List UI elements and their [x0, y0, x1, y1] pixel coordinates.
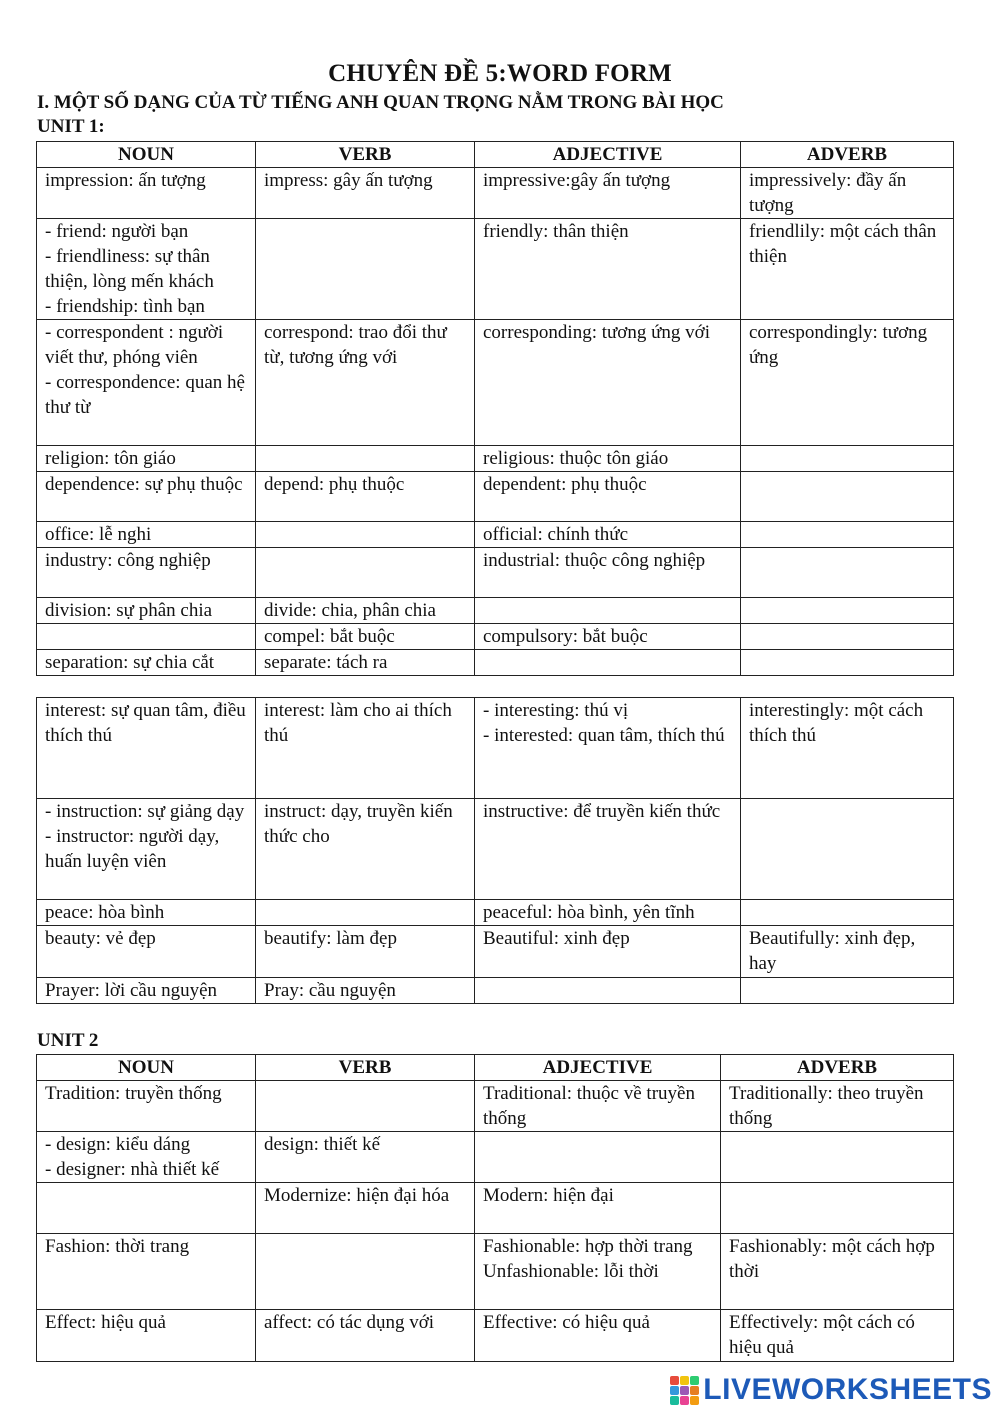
cell-adjective: instructive: để truyền kiến thức: [475, 799, 741, 900]
cell-verb: [256, 1081, 475, 1132]
cell-adjective: dependent: phụ thuộc: [475, 472, 741, 522]
cell-noun: - design: kiểu dáng - designer: nhà thiết kế: [37, 1132, 256, 1183]
logo-square: [670, 1396, 679, 1405]
table-row: [37, 320, 954, 446]
cell-adjective: impressive:gây ấn tượng: [475, 168, 741, 219]
cell-verb: separate: tách ra: [256, 650, 475, 676]
cell-adjective: friendly: thân thiện: [475, 219, 741, 320]
cell-noun: peace: hòa bình: [37, 900, 256, 926]
cell-adjective: corresponding: tương ứng với: [475, 320, 741, 446]
logo-square: [690, 1396, 699, 1405]
cell-adjective: [475, 978, 741, 1004]
cell-adverb: [741, 624, 954, 650]
table-row: [37, 472, 954, 522]
cell-adverb: [741, 650, 954, 676]
cell-verb: correspond: trao đổi thư từ, tương ứng với: [256, 320, 475, 446]
table-header-row: [37, 142, 954, 168]
table-row: [37, 168, 954, 219]
table-row: [37, 799, 954, 900]
cell-noun: Fashion: thời trang: [37, 1234, 256, 1310]
cell-noun: interest: sự quan tâm, điều thích thú: [37, 698, 256, 799]
cell-noun: Effect: hiệu quả: [37, 1310, 256, 1362]
cell-adjective: religious: thuộc tôn giáo: [475, 446, 741, 472]
cell-adjective: Modern: hiện đại: [475, 1183, 721, 1234]
cell-noun: division: sự phân chia: [37, 598, 256, 624]
cell-noun: - correspondent : người viết thư, phóng viên - correspondence: quan hệ thư từ: [37, 320, 256, 446]
cell-verb: depend: phụ thuộc: [256, 472, 475, 522]
cell-adverb: [721, 1132, 954, 1183]
cell-adjective: - interesting: thú vị - interested: quan tâm, thích thú: [475, 698, 741, 799]
cell-verb: beautify: làm đẹp: [256, 926, 475, 978]
cell-noun: [37, 624, 256, 650]
table-row: [37, 698, 954, 799]
section-heading: I. MỘT SỐ DẠNG CỦA TỪ TIẾNG ANH QUAN TRỌNG NẰM TRONG BÀI HỌC: [37, 92, 724, 113]
cell-verb: divide: chia, phân chia: [256, 598, 475, 624]
header-verb: VERB: [256, 142, 475, 168]
cell-noun: industry: công nghiệp: [37, 548, 256, 598]
cell-verb: compel: bắt buộc: [256, 624, 475, 650]
cell-verb: interest: làm cho ai thích thú: [256, 698, 475, 799]
cell-adverb: [741, 472, 954, 522]
cell-noun: - friend: người bạn - friendliness: sự thân thiện, lòng mến khách - friendship: tình bạn: [37, 219, 256, 320]
cell-verb: [256, 548, 475, 598]
cell-adverb: [741, 548, 954, 598]
cell-adverb: [741, 446, 954, 472]
unit1-word-form-table: [36, 141, 954, 676]
cell-noun: - instruction: sự giảng dạy - instructor: người dạy, huấn luyện viên: [37, 799, 256, 900]
cell-adjective: [475, 598, 741, 624]
table-row: [37, 650, 954, 676]
cell-verb: [256, 219, 475, 320]
cell-adverb: [721, 1183, 954, 1234]
header-adjective: ADJECTIVE: [475, 142, 741, 168]
logo-square: [670, 1376, 679, 1385]
cell-noun: separation: sự chia cắt: [37, 650, 256, 676]
cell-verb: Modernize: hiện đại hóa: [256, 1183, 475, 1234]
logo-square: [690, 1376, 699, 1385]
cell-verb: impress: gây ấn tượng: [256, 168, 475, 219]
cell-verb: affect: có tác dụng với: [256, 1310, 475, 1362]
table-row: [37, 598, 954, 624]
cell-verb: design: thiết kế: [256, 1132, 475, 1183]
cell-adverb: interestingly: một cách thích thú: [741, 698, 954, 799]
cell-adjective: compulsory: bắt buộc: [475, 624, 741, 650]
logo-text: LIVEWORKSHEETS: [703, 1373, 992, 1406]
cell-adjective: Traditional: thuộc về truyền thống: [475, 1081, 721, 1132]
liveworksheets-logo: [670, 1373, 992, 1407]
cell-adverb: [741, 900, 954, 926]
table-row: [37, 1310, 954, 1362]
cell-verb: [256, 900, 475, 926]
cell-adverb: Effectively: một cách có hiệu quả: [721, 1310, 954, 1362]
cell-adverb: Traditionally: theo truyền thống: [721, 1081, 954, 1132]
cell-noun: impression: ấn tượng: [37, 168, 256, 219]
cell-adverb: correspondingly: tương ứng: [741, 320, 954, 446]
table-row: [37, 978, 954, 1004]
table-row: [37, 1183, 954, 1234]
header-adverb: ADVERB: [741, 142, 954, 168]
table-row: [37, 1081, 954, 1132]
table-row: [37, 548, 954, 598]
unit2-label: UNIT 2: [37, 1030, 99, 1051]
cell-adjective: Effective: có hiệu quả: [475, 1310, 721, 1362]
cell-verb: [256, 522, 475, 548]
cell-adjective: industrial: thuộc công nghiệp: [475, 548, 741, 598]
unit1-word-form-table-continued: [36, 697, 954, 1004]
cell-noun: Tradition: truyền thống: [37, 1081, 256, 1132]
header-noun: NOUN: [37, 1055, 256, 1081]
cell-adverb: [741, 598, 954, 624]
logo-square: [680, 1396, 689, 1405]
unit1-label: UNIT 1:: [37, 116, 105, 137]
cell-verb: [256, 1234, 475, 1310]
logo-square: [670, 1386, 679, 1395]
document-title: CHUYÊN ĐỀ 5:WORD FORM: [328, 60, 672, 87]
cell-adverb: Fashionably: một cách hợp thời: [721, 1234, 954, 1310]
header-verb: VERB: [256, 1055, 475, 1081]
logo-square: [690, 1386, 699, 1395]
cell-noun: office: lễ nghi: [37, 522, 256, 548]
cell-adjective: [475, 1132, 721, 1183]
header-noun: NOUN: [37, 142, 256, 168]
table-row: [37, 446, 954, 472]
table-row: [37, 624, 954, 650]
cell-adjective: [475, 650, 741, 676]
table-row: [37, 522, 954, 548]
cell-verb: [256, 446, 475, 472]
cell-adverb: [741, 799, 954, 900]
table-row: [37, 1234, 954, 1310]
cell-adjective: Beautiful: xinh đẹp: [475, 926, 741, 978]
cell-noun: dependence: sự phụ thuộc: [37, 472, 256, 522]
table-row: [37, 1132, 954, 1183]
cell-adjective: Fashionable: hợp thời trang Unfashionable: lỗi thời: [475, 1234, 721, 1310]
table-row: [37, 926, 954, 978]
cell-noun: [37, 1183, 256, 1234]
header-adjective: ADJECTIVE: [475, 1055, 721, 1081]
cell-adjective: official: chính thức: [475, 522, 741, 548]
cell-verb: Pray: cầu nguyện: [256, 978, 475, 1004]
cell-adverb: Beautifully: xinh đẹp, hay: [741, 926, 954, 978]
cell-verb: instruct: dạy, truyền kiến thức cho: [256, 799, 475, 900]
cell-noun: religion: tôn giáo: [37, 446, 256, 472]
logo-mark-icon: [670, 1376, 699, 1405]
logo-square: [680, 1386, 689, 1395]
cell-adjective: peaceful: hòa bình, yên tĩnh: [475, 900, 741, 926]
table-header-row: [37, 1055, 954, 1081]
header-adverb: ADVERB: [721, 1055, 954, 1081]
unit2-word-form-table: [36, 1054, 954, 1362]
cell-adverb: impressively: đầy ấn tượng: [741, 168, 954, 219]
table-row: [37, 219, 954, 320]
logo-square: [680, 1376, 689, 1385]
table-row: [37, 900, 954, 926]
cell-noun: beauty: vẻ đẹp: [37, 926, 256, 978]
cell-adverb: [741, 522, 954, 548]
cell-noun: Prayer: lời cầu nguyện: [37, 978, 256, 1004]
cell-adverb: friendlily: một cách thân thiện: [741, 219, 954, 320]
cell-adverb: [741, 978, 954, 1004]
